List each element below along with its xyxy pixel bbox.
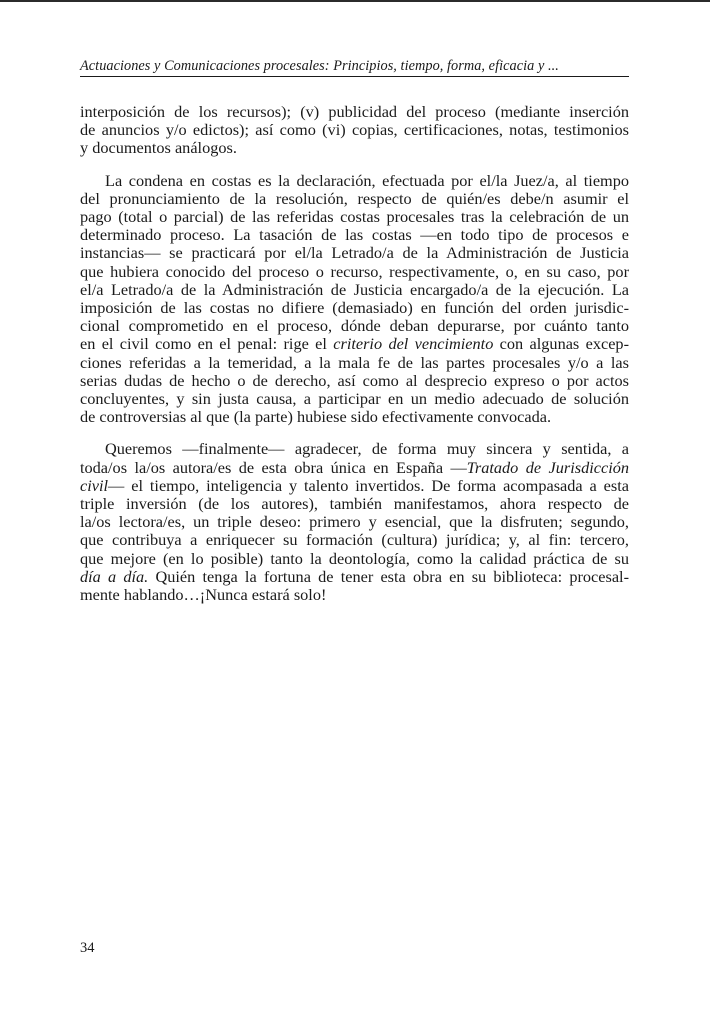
text-line: cional comprometido en el proceso, dónde deban depurarse, por cuánto tanto [80,316,629,336]
text-line: mente hablando…¡Nunca estará solo! [80,585,327,605]
text-line: Queremos —finalmente— agradecer, de forma muy sincera y sentida, a [105,439,629,459]
text-line: que contribuya a enriquecer su formación (cultura) jurídica; y, al fin: tercero, [80,530,629,550]
text-line: el/a Letrado/a de la Administración de Justicia encargado/a de la ejecución. La [80,279,629,299]
text-line: del pronunciamiento de la resolución, respecto de quién/es debe/n asumir el [80,188,629,208]
text-line: interposición de los recursos); (v) publicidad del proceso (mediante inserción [80,102,629,121]
text-line: concluyentes, y sin justa causa, a participar en un medio adecuado de solución [80,389,629,409]
italic-term: criterio del vencimiento [333,334,494,354]
top-border-rule [0,0,710,2]
text-segment: — el tiempo, inteligencia y talento invertidos. De forma acompasada a esta [108,475,629,495]
text-line [80,459,629,477]
text-line: imposición de las costas no difiere (demasiado) en función del orden jurisdic- [80,298,629,318]
text-line: que mejore (en lo posible) tanto la deontología, como la calidad práctica de su [80,548,629,568]
text-line: instancias— se practicará por el/la Letrado/a de la Administración de Justicia [80,243,629,263]
header-rule [80,76,629,77]
text-line: serias dudas de hecho o de derecho, así como al desprecio expreso o por actos [80,370,629,390]
paragraph-3 [80,440,629,604]
body-text [80,103,629,604]
running-header: Actuaciones y Comunicaciones procesales: Principios, tiempo, forma, eficacia y ... [80,58,559,74]
text-line: ciones referidas a la temeridad, a la mala fe de las partes procesales y/o a las [80,352,629,372]
italic-title: civil [80,475,109,495]
text-line [80,477,629,495]
text-line: de controversias al que (la parte) hubiese sido efectivamente convocada. [80,407,552,427]
text-line: determinado proceso. La tasación de las costas —en todo tipo de procesos e [80,225,629,245]
text-segment: toda/os la/os autora/es de esta obra única en España — [80,457,467,477]
text-segment: Quién tenga la fortuna de tener esta obra en su biblioteca: procesal- [148,566,629,586]
page-number: 34 [80,940,95,956]
text-line: que hubiera conocido del proceso o recurso, respectivamente, o, en su caso, por [80,261,629,281]
text-line: triple inversión (de los autores), también manifestamos, ahora respecto de [80,494,629,514]
text-line: la/os lectora/es, un triple deseo: primero y esencial, que la disfruten; segundo, [80,512,629,532]
paragraph-2 [80,172,629,427]
text-line [80,335,629,353]
text-line: de anuncios y/o edictos); así como (vi) copias, certificaciones, notas, testimonios [80,120,629,140]
text-line: La condena en costas es la declaración, efectuada por el/la Juez/a, al tiempo [105,170,629,190]
italic-phrase: día a día. [80,566,149,586]
paragraph-1 [80,103,629,158]
text-segment: en el civil como en el penal: rige el [80,334,334,354]
text-line: y documentos análogos. [80,138,237,158]
text-line [80,568,629,586]
text-segment: con algunas excep- [493,334,629,354]
text-line: pago (total o parcial) de las referidas costas procesales tras la celebración de un [80,207,629,227]
italic-title: Tratado de Jurisdicción [466,457,629,477]
